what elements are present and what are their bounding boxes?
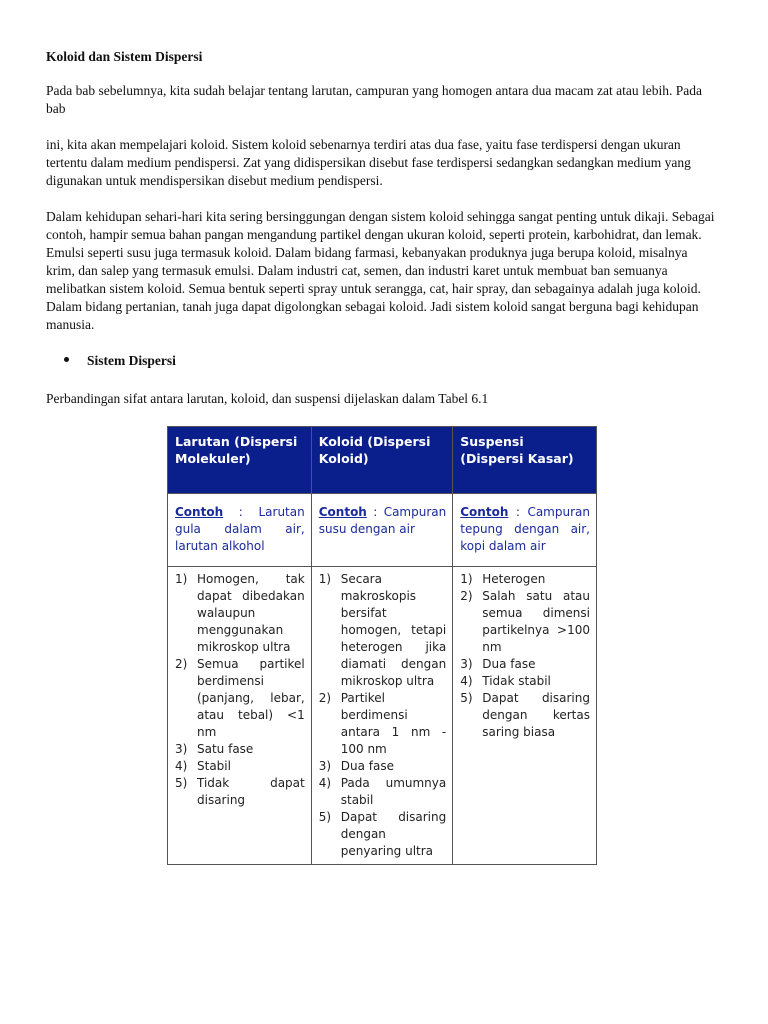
list-item xyxy=(319,758,447,775)
item-number: 3) xyxy=(460,657,473,671)
list-item xyxy=(319,775,447,809)
comparison-table-image xyxy=(167,426,597,865)
bullet-heading-text: Sistem Dispersi xyxy=(87,353,176,368)
header-suspensi: Suspensi (Dispersi Kasar) xyxy=(453,427,597,494)
paragraph-table-intro: Perbandingan sifat antara larutan, koloid, dan suspensi dijelaskan dalam Tabel 6.1 xyxy=(46,391,489,406)
item-text: Dapat disaring dengan kertas saring biasa xyxy=(482,691,590,739)
item-text: Dua fase xyxy=(340,759,394,773)
list-item xyxy=(460,588,590,656)
list-item xyxy=(460,690,590,741)
item-text: Semua partikel berdimensi (panjang, lebar, atau tebal) <1 nm xyxy=(197,657,305,739)
item-text: Salah satu atau semua dimensi partikelnya >100 nm xyxy=(482,589,590,654)
example-label: Contoh xyxy=(175,505,224,519)
document-title: Koloid dan Sistem Dispersi xyxy=(46,49,203,64)
item-number: 5) xyxy=(460,691,473,705)
list-item xyxy=(175,758,305,775)
paragraph-daily-life: Dalam kehidupan sehari-hari kita sering bersinggungan dengan sistem koloid sehingga sangat penting untuk dikaji. Sebagai contoh, hampir semua bahan pangan mengandung partikel dengan ukuran koloid, seperti protein, karbohidrat, dan lemak. Emulsi seperti susu juga termasuk koloid. Dalam bidang farmasi, kebanyakan produknya juga berupa koloid, misalnya krim, dan salep yang termasuk emulsi. Dalam industri cat, semen, dan industri karet untuk membuat ban semuanya melibatkan sistem koloid. Semua bentuk seperti spray untuk serangga, cat, hair spray, dan sebagainya adalah juga koloid. Dalam bidang pertanian, tanah juga dapat digolongkan sebagai koloid. Jadi sistem koloid sangat berguna bagi kehidupan manusia. xyxy=(46,209,715,332)
list-item xyxy=(319,690,447,758)
item-text: Tidak dapat disaring xyxy=(197,776,305,807)
example-text: : Larutan gula dalam air, larutan alkohol xyxy=(175,505,305,553)
bullet-dot-icon xyxy=(64,357,69,362)
item-text: Dua fase xyxy=(482,657,536,671)
example-larutan xyxy=(168,494,312,567)
item-number: 2) xyxy=(318,691,332,705)
item-text: Partikel berdimensi antara 1 nm - 100 nm xyxy=(340,691,447,756)
table-properties-row xyxy=(168,567,597,865)
paragraph-koloid-definition: ini, kita akan mempelajari koloid. Sistem koloid sebenarnya terdiri atas dua fase, yaitu fase terdispersi dengan ukuran tertentu dalam medium pendispersi. Zat yang didispersikan disebut fase terdispersi sedangkan sedangkan medium yang digunakan untuk mendispersikan disebut medium pendispersi. xyxy=(46,137,691,188)
list-item xyxy=(460,656,590,673)
item-text: Heterogen xyxy=(482,572,546,586)
example-label: Contoh xyxy=(460,505,509,519)
properties-suspensi xyxy=(453,567,597,865)
list-item xyxy=(319,809,447,860)
list-item xyxy=(319,571,447,690)
item-number: 3) xyxy=(175,742,188,756)
item-text: Pada umumnya stabil xyxy=(340,776,447,807)
comparison-table xyxy=(167,426,597,865)
item-number: 2) xyxy=(460,589,473,603)
item-text: Homogen, tak dapat dibedakan walaupun menggunakan mikroskop ultra xyxy=(197,572,305,654)
properties-larutan xyxy=(168,567,312,865)
example-koloid xyxy=(311,494,453,567)
table-header-row xyxy=(168,427,597,494)
item-number: 2) xyxy=(175,657,188,671)
item-number: 1) xyxy=(175,572,188,586)
example-text: : Campuran susu dengan air xyxy=(318,505,447,536)
list-item xyxy=(175,775,305,809)
item-text: Stabil xyxy=(197,759,231,773)
header-koloid: Koloid (Dispersi Koloid) xyxy=(311,427,453,494)
item-text: Tidak stabil xyxy=(482,674,551,688)
example-suspensi xyxy=(453,494,597,567)
list-item xyxy=(460,673,590,690)
item-number: 5) xyxy=(318,810,332,824)
properties-koloid xyxy=(311,567,453,865)
item-number: 1) xyxy=(460,572,473,586)
bullet-heading xyxy=(64,352,176,370)
table-example-row xyxy=(168,494,597,567)
paragraph-intro: Pada bab sebelumnya, kita sudah belajar tentang larutan, campuran yang homogen antara dua macam zat atau lebih. Pada bab xyxy=(46,83,702,116)
example-label: Contoh xyxy=(318,505,367,519)
list-item xyxy=(175,741,305,758)
example-text: : Campuran tepung dengan air, kopi dalam air xyxy=(460,505,590,553)
property-list xyxy=(460,571,590,741)
item-text: Secara makroskopis bersifat homogen, tetapi heterogen jika diamati dengan mikroskop ultra xyxy=(340,572,447,688)
item-text: Dapat disaring dengan penyaring ultra xyxy=(340,810,447,858)
property-list xyxy=(175,571,305,809)
item-text: Satu fase xyxy=(197,742,254,756)
list-item xyxy=(175,656,305,741)
item-number: 4) xyxy=(318,776,332,790)
item-number: 4) xyxy=(175,759,188,773)
header-larutan: Larutan (Dispersi Molekuler) xyxy=(168,427,312,494)
list-item xyxy=(175,571,305,656)
item-number: 5) xyxy=(175,776,188,790)
list-item xyxy=(460,571,590,588)
item-number: 3) xyxy=(318,759,332,773)
item-number: 1) xyxy=(318,572,332,586)
property-list xyxy=(319,571,447,860)
item-number: 4) xyxy=(460,674,473,688)
